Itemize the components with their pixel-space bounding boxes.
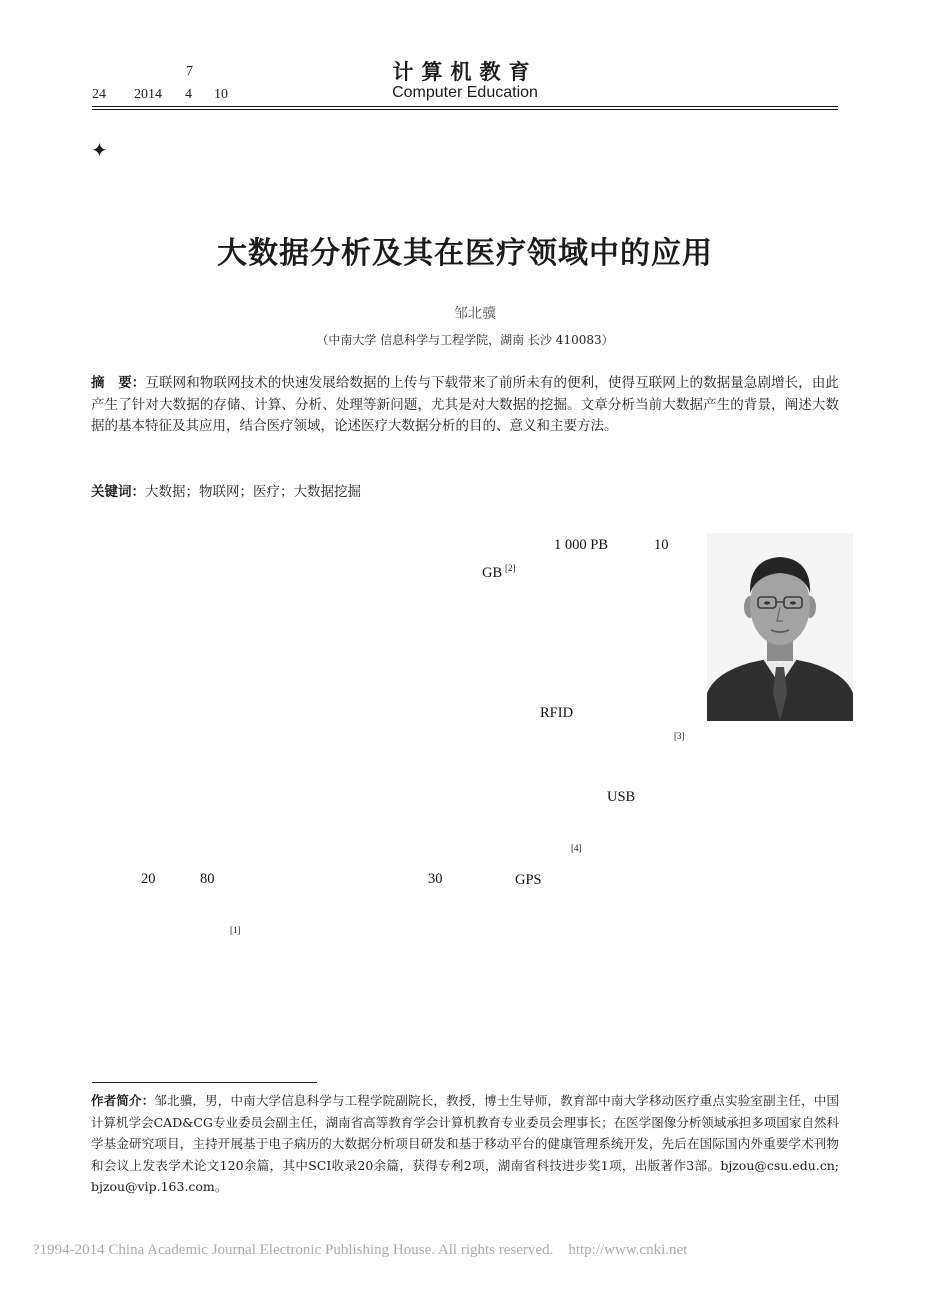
body-fragment: 80: [200, 871, 215, 887]
footnote-text: 邹北骥，男，中南大学信息科学与工程学院副院长，教授，博士生导师，教育部中南大学移动医疗重点实验室副主任，中国计算机学会CAD&CG专业委员会副主任，湖南省高等教育学会计算机教育专业委员会理事长；在医学图像分析领域承担多项国家自然科学基金研究项目，主持开展基于电子病历的大数据分析项目研发和基于移动平台的健康管理系统开发，先后在国际国内外重要学术刊物和会议上发表学术论文120余篇，其中SCI收录20余篇，获得专利2项，湖南省科技进步奖1项，出版著作3部。bjzou@csu.edu.cn; bjzou@vip.163.com。: [91, 1093, 839, 1194]
keywords-text: 大数据；物联网；医疗；大数据挖掘: [145, 484, 361, 500]
footnote-label: 作者简介：: [91, 1093, 155, 1108]
header-rule-double: [92, 109, 838, 110]
issue-month: 4: [185, 87, 192, 102]
abstract: [91, 373, 839, 438]
body-fragment: 10: [654, 537, 669, 553]
abstract-label: 摘 要：: [91, 375, 146, 391]
journal-title-cn: 计算机教育: [392, 60, 538, 84]
citation-ref: [2]: [505, 563, 516, 573]
citation-ref: [4]: [571, 843, 582, 853]
citation-ref: [1]: [230, 925, 241, 935]
body-fragment: USB: [607, 789, 636, 805]
footnote-rule: [92, 1082, 317, 1083]
body-fragment: GPS: [515, 872, 542, 888]
journal-title-en: Computer Education: [392, 84, 538, 101]
citation-ref: [3]: [674, 731, 685, 741]
author-bio-footnote: [91, 1090, 839, 1198]
keywords: [91, 480, 839, 500]
article-author: 邹北骥: [454, 306, 496, 322]
keywords-label: 关键词：: [91, 484, 145, 500]
copyright-line: ?1994-2014 China Academic Journal Electronic Publishing House. All rights reserved. http://www.cnki.net: [33, 1242, 688, 1258]
abstract-text: 互联网和物联网技术的快速发展给数据的上传与下载带来了前所未有的便利，使得互联网上的数据量急剧增长，由此产生了针对大数据的存储、计算、分析、处理等新问题，尤其是对大数据的挖掘。文章分析当前大数据产生的背景，阐述大数据的基本特征及其应用，结合医疗领域，论述医疗大数据分析的目的、意义和主要方法。: [91, 375, 840, 434]
author-affiliation: （中南大学 信息科学与工程学院，湖南 长沙 410083）: [316, 333, 614, 347]
author-photo: [707, 533, 853, 721]
article-title: 大数据分析及其在医疗领域中的应用: [217, 236, 713, 271]
page-number: 24: [92, 87, 106, 102]
section-marker-icon: ✦: [91, 138, 108, 162]
issue-day: 10: [214, 87, 228, 102]
body-fragment: GB: [482, 565, 503, 581]
body-fragment: 20: [141, 871, 156, 887]
body-fragment: RFID: [540, 705, 574, 721]
issue-year: 2014: [134, 87, 162, 102]
author-portrait-icon: [707, 533, 853, 721]
issue-number: 7: [186, 64, 193, 79]
body-fragment: 30: [428, 871, 443, 887]
body-fragment: 1 000 PB: [554, 537, 608, 553]
header-rule: [92, 106, 838, 107]
